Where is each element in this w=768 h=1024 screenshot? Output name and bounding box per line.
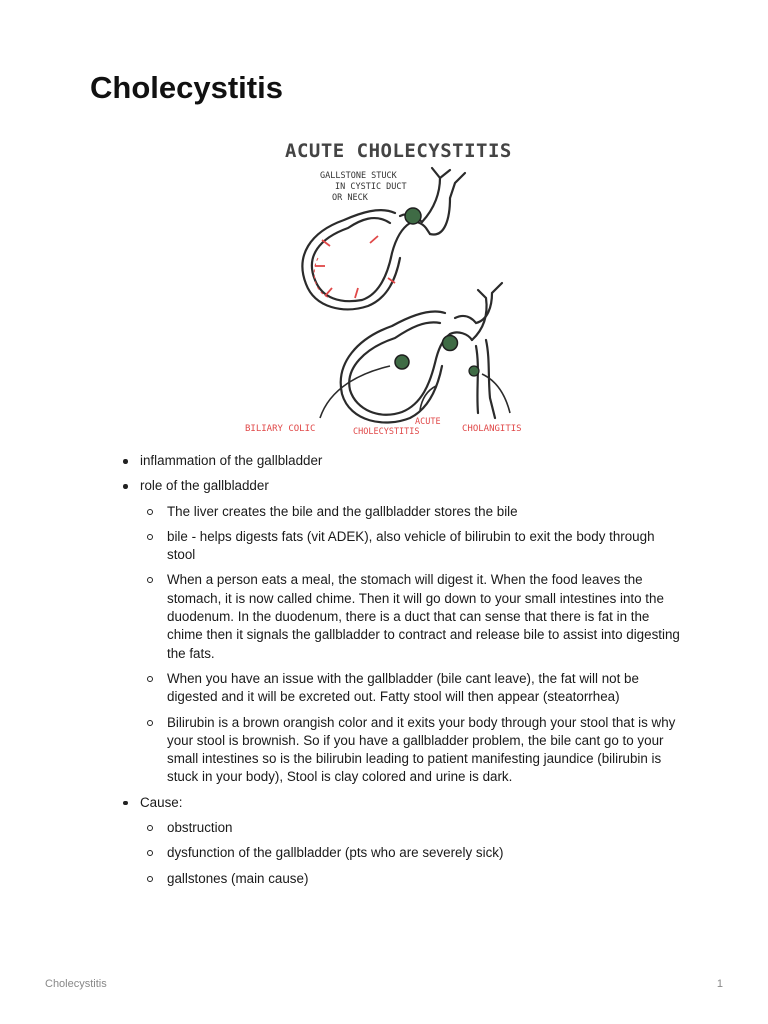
footer-page-number: 1 bbox=[716, 978, 723, 990]
sub-list-item: When a person eats a meal, the stomach will digest it. When the food leaves the stomach, it is now called chime. Then it will go down to your small intestines into the duodenum. In the duodenum, there is a duct that can sense that there is fat in the chime then it signals the gallbladder to contract and release bile to assist into digesting the fats. bbox=[140, 571, 685, 662]
sub-list-item: dysfunction of the gallbladder (pts who are severely sick) bbox=[140, 844, 685, 862]
illustration-heading: ACUTE CHOLECYSTITIS bbox=[285, 140, 512, 162]
sub-bullet-list bbox=[140, 819, 685, 888]
label-acute-line-2: CHOLECYSTITIS bbox=[353, 427, 420, 437]
pointer-arrows bbox=[320, 366, 510, 418]
sub-list-item: obstruction bbox=[140, 819, 685, 837]
label-cholangitis: CHOLANGITIS bbox=[462, 424, 522, 434]
inflammation-arrows bbox=[315, 236, 395, 298]
list-item: inflammation of the gallbladder bbox=[120, 452, 685, 470]
sub-bullet-list bbox=[140, 503, 685, 787]
gallstone-neck bbox=[443, 336, 458, 351]
sub-list-item: When you have an issue with the gallbladder (bile cant leave), the fat will not be digested and it will be excreted out. Fatty stool will then appear (steatorrhea) bbox=[140, 670, 685, 707]
sub-list-item: bile - helps digests fats (vit ADEK), also vehicle of bilirubin to exit the body through stool bbox=[140, 528, 685, 565]
sub-list-item: Bilirubin is a brown orangish color and it exits your body through your stool that is why your stool is brownish. So if you have a gallbladder problem, the bile cant go to your small intestines so is the bilirubin leading to patient manifesting jaundice (bilirubin is stuck in your body), Stool is clay colored and urine is dark. bbox=[140, 714, 685, 787]
gallstone-body bbox=[395, 355, 409, 369]
sub-list-item: gallstones (main cause) bbox=[140, 870, 685, 888]
list-item: role of the gallbladder The liver creates the bile and the gallbladder stores the bile bile - helps digests fats (vit ADEK), also vehicle of bilirubin to exit the body through stool When a person eats a meal, the stomach will digest it. When the food leaves the stomach, it is now called chime. Then it will go down to your small intestines into the duodenum. In the duodenum, there is a duct that can sense that there is fat in the chime then it signals the gallbladder to contract and release bile to assist into digesting the fats. When you have an issue with the gallbladder (bile cant leave), the fat will not be digested and it will be excreted out. Fatty stool will then appear (steatorrhea) Bilirubin is a brown orangish color and it exits your body through your stool that is why your stool is brownish. So if you have a gallbladder problem, the bile cant go to your small intestines so is the bilirubin leading to patient manifesting jaundice (bilirubin is stuck in your body), Stool is clay colored and urine is dark. bbox=[120, 477, 685, 786]
annotation-line-2: IN CYSTIC DUCT bbox=[335, 182, 407, 192]
notes-body bbox=[120, 452, 685, 895]
gallstone-common-duct bbox=[469, 366, 479, 376]
acute-cholecystitis-illustration bbox=[240, 128, 560, 443]
list-item: Cause: obstruction dysfunction of the gallbladder (pts who are severely sick) gallstones (main cause) bbox=[120, 794, 685, 888]
sub-list-item: The liver creates the bile and the gallbladder stores the bile bbox=[140, 503, 685, 521]
annotation-line-1: GALLSTONE STUCK bbox=[320, 171, 397, 181]
annotation-line-3: OR NECK bbox=[332, 193, 368, 203]
gallstone-top bbox=[405, 208, 421, 224]
footer-document-title: Cholecystitis bbox=[45, 978, 107, 990]
bullet-list bbox=[120, 452, 685, 888]
label-biliary-colic: BILIARY COLIC bbox=[245, 424, 316, 434]
gallbladder-diagram bbox=[240, 128, 560, 443]
page-title: Cholecystitis bbox=[90, 70, 283, 105]
page-footer bbox=[45, 978, 723, 990]
label-acute-line-1: ACUTE bbox=[415, 417, 441, 427]
